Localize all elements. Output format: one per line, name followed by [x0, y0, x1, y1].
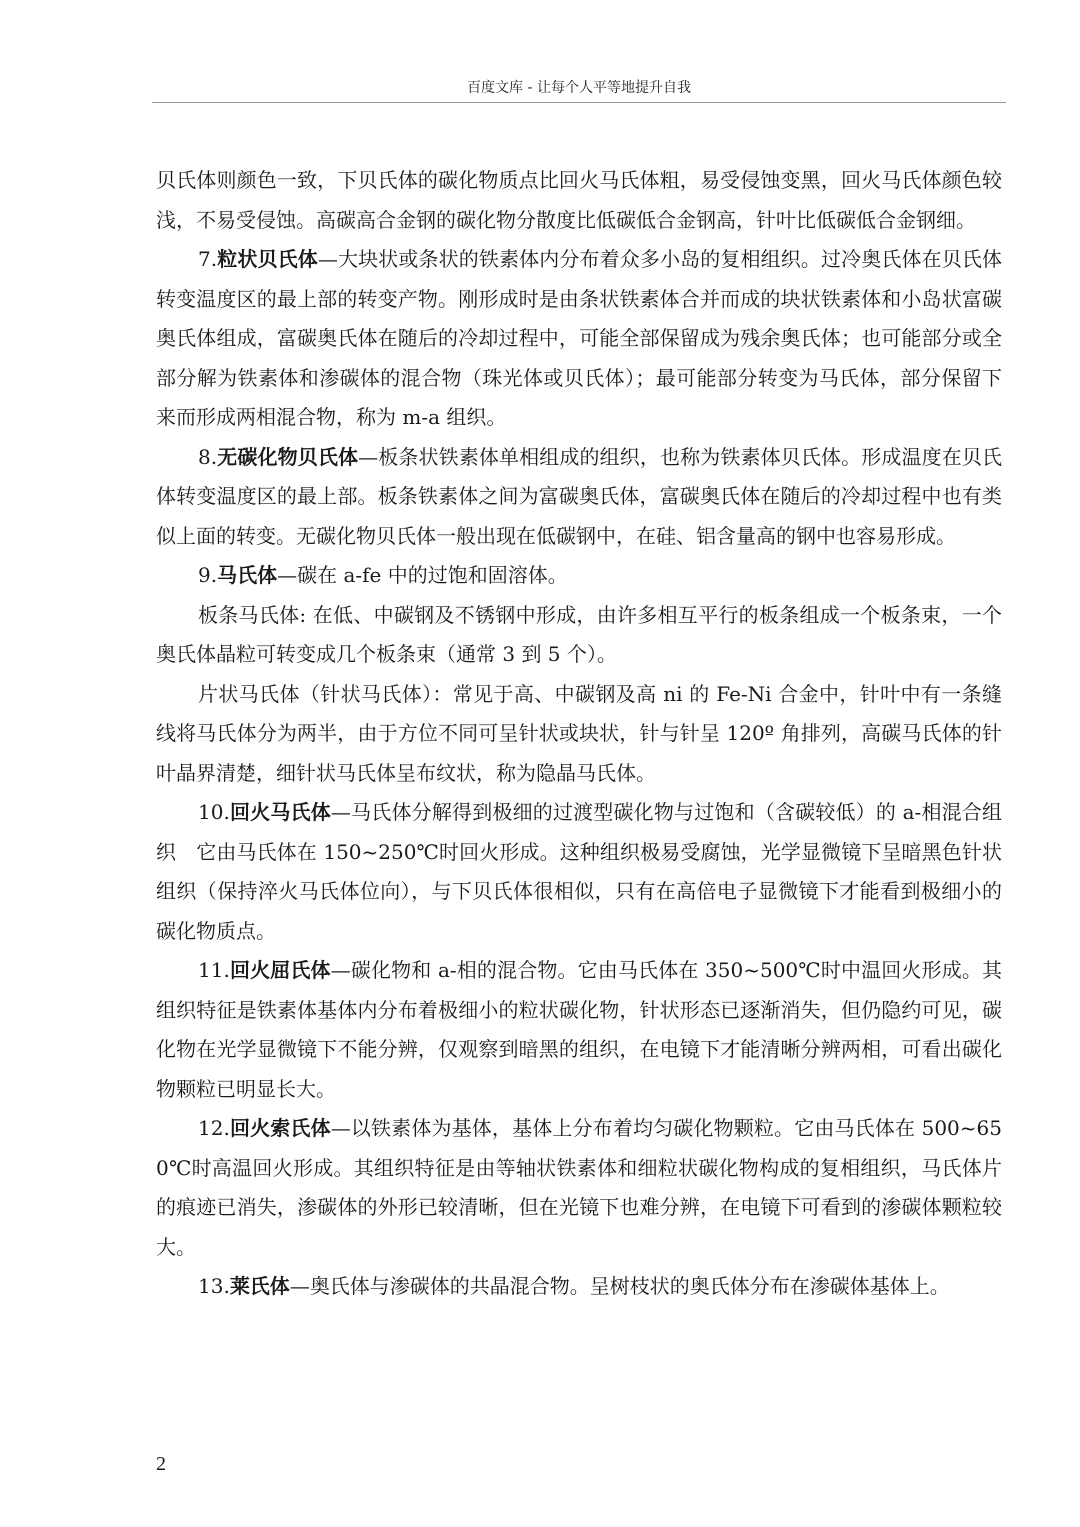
term-heading: 无碳化物贝氏体 [217, 444, 359, 469]
header-title: 百度文库 - 让每个人平等地提升自我 [467, 80, 691, 96]
paragraph-tempered-troostite [156, 951, 1002, 1109]
paragraph-lath-martensite [156, 596, 1002, 675]
paragraph-continued [156, 161, 1002, 240]
item-number: 11. [198, 958, 230, 982]
term-heading: 粒状贝氏体 [217, 247, 318, 271]
paragraph-text: —碳在 a-fe 中的过饱和固溶体。 [277, 563, 568, 587]
term-heading: 马氏体 [217, 563, 278, 587]
item-number: 10. [198, 800, 230, 824]
paragraph-tempered-sorbite [156, 1109, 1002, 1267]
paragraph-text: 贝氏体则颜色一致，下贝氏体的碳化物质点比回火马氏体粗，易受侵蚀变黑，回火马氏体颜色较浅，不易受侵蚀。高碳高合金钢的碳化物分散度比低碳低合金钢高，针叶比低碳低合金钢细。 [156, 168, 1002, 232]
item-number: 12. [198, 1116, 230, 1140]
term-heading: 莱氏体 [229, 1274, 290, 1298]
item-number: 7. [198, 247, 218, 271]
paragraph-text: —板条状铁素体单相组成的组织，也称为铁素体贝氏体。形成温度在贝氏体转变温度区的最上部。板条铁素体之间为富碳奥氏体，富碳奥氏体在随后的冷却过程中也有类似上面的转变。无碳化物贝氏体一般出现在低碳钢中，在硅、铝含量高的钢中也容易形成。 [156, 444, 1003, 548]
term-heading: 回火屈氏体 [229, 958, 331, 982]
paragraph-granular-bainite [156, 240, 1002, 438]
paragraph-text: —马氏体分解得到极细的过渡型碳化物与过饱和（含碳较低）的 a-相混合组织 它由马氏体在 150~250℃时回火形成。这种组织极易受腐蚀，光学显微镜下呈暗黑色针状组织（保持淬火马氏体位向），与下贝氏体很相似，只有在高倍电子显微镜下才能看到极细小的碳化物质点。 [156, 800, 1003, 943]
paragraph-text: —奥氏体与渗碳体的共晶混合物。呈树枝状的奥氏体分布在渗碳体基体上。 [289, 1274, 950, 1298]
paragraph-text: 板条马氏体: 在低、中碳钢及不锈钢中形成，由许多相互平行的板条组成一个板条束，一个奥氏体晶粒可转变成几个板条束（通常 3 到 5 个）。 [156, 602, 1002, 666]
paragraph-text: —以铁素体为基体，基体上分布着均匀碳化物颗粒。它由马氏体在 500~650℃时高温回火形成。其组织特征是由等轴状铁素体和细粒状碳化物构成的复相组织，马氏体片的痕迹已消失，渗碳体的外形已较清晰，但在光镜下也难分辨，在电镜下可看到的渗碳体颗粒较大。 [156, 1116, 1002, 1259]
term-heading: 回火马氏体 [229, 800, 331, 824]
term-heading: 回火索氏体 [229, 1116, 331, 1140]
paragraph-ledeburite [156, 1267, 1002, 1307]
paragraph-carbide-free-bainite [156, 438, 1002, 557]
document-body [156, 161, 1002, 1307]
item-number: 8. [198, 444, 218, 469]
page-number: 2 [156, 1453, 166, 1475]
item-number: 13. [198, 1274, 230, 1298]
page-header [152, 78, 1006, 103]
paragraph-text: —大块状或条状的铁素体内分布着众多小岛的复相组织。过冷奥氏体在贝氏体转变温度区的最上部的转变产物。刚形成时是由条状铁素体合并而成的块状铁素体和小岛状富碳奥氏体组成，富碳奥氏体在随后的冷却过程中，可能全部保留成为残余奥氏体；也可能部分或全部分解为铁素体和渗碳体的混合物（珠光体或贝氏体）；最可能部分转变为马氏体，部分保留下来而形成两相混合物，称为 m-a 组织。 [156, 247, 1003, 429]
item-number: 9. [198, 563, 218, 587]
paragraph-text: —碳化物和 a-相的混合物。它由马氏体在 350~500℃时中温回火形成。其组织特征是铁素体基体内分布着极细小的粒状碳化物，针状形态已逐渐消失，但仍隐约可见，碳化物在光学显微镜下不能分辨，仅观察到暗黑的组织，在电镜下才能清晰分辨两相，可看出碳化物颗粒已明显长大。 [156, 958, 1003, 1101]
paragraph-text: 片状马氏体（针状马氏体）：常见于高、中碳钢及高 ni 的 Fe-Ni 合金中，针叶中有一条缝线将马氏体分为两半，由于方位不同可呈针状或块状，针与针呈 120º 角排列，高碳马氏体的针叶晶界清楚，细针状马氏体呈布纹状，称为隐晶马氏体。 [156, 681, 1002, 785]
paragraph-tempered-martensite [156, 793, 1002, 951]
paragraph-martensite [156, 556, 1002, 596]
paragraph-plate-martensite [156, 675, 1002, 794]
